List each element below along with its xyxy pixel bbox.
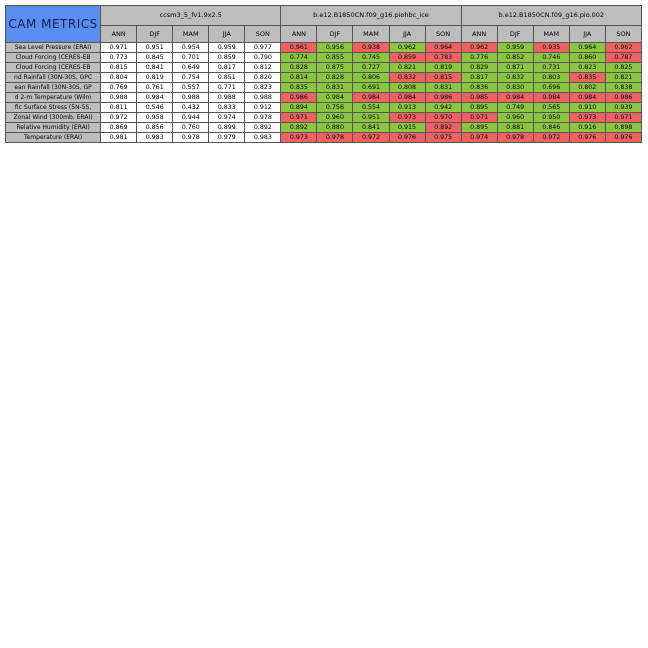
table-row bbox=[6, 53, 642, 63]
season-header: ANN bbox=[101, 26, 137, 43]
season-header: JJA bbox=[209, 26, 245, 43]
row-label: nd Rainfall (30N-30S, GPC bbox=[6, 73, 101, 83]
metric-cell: 0.831 bbox=[317, 83, 353, 93]
row-label: d 2-m Temperature (Wilm bbox=[6, 93, 101, 103]
metric-cell: 0.846 bbox=[533, 123, 569, 133]
metric-cell: 0.856 bbox=[137, 123, 173, 133]
season-header: ANN bbox=[281, 26, 317, 43]
metric-cell: 0.976 bbox=[605, 133, 641, 143]
metric-cell: 0.432 bbox=[173, 103, 209, 113]
metric-cell: 0.828 bbox=[317, 73, 353, 83]
season-header: MAM bbox=[533, 26, 569, 43]
season-header: MAM bbox=[353, 26, 389, 43]
metric-cell: 0.973 bbox=[569, 113, 605, 123]
metric-cell: 0.783 bbox=[425, 53, 461, 63]
metric-cell: 0.935 bbox=[533, 43, 569, 53]
metric-cell: 0.951 bbox=[137, 43, 173, 53]
metric-cell: 0.972 bbox=[533, 133, 569, 143]
metric-cell: 0.975 bbox=[425, 133, 461, 143]
metric-cell: 0.696 bbox=[533, 83, 569, 93]
metric-cell: 0.833 bbox=[209, 103, 245, 113]
metric-cell: 0.815 bbox=[101, 63, 137, 73]
metric-cell: 0.960 bbox=[317, 113, 353, 123]
row-label: Cloud Forcing (CERES-EB bbox=[6, 63, 101, 73]
metric-cell: 0.970 bbox=[425, 113, 461, 123]
metric-cell: 0.899 bbox=[209, 123, 245, 133]
metric-cell: 0.895 bbox=[461, 123, 497, 133]
metric-cell: 0.951 bbox=[353, 113, 389, 123]
metric-cell: 0.988 bbox=[209, 93, 245, 103]
metric-cell: 0.986 bbox=[425, 93, 461, 103]
season-header: SON bbox=[245, 26, 281, 43]
table-row bbox=[6, 63, 642, 73]
table-title: CAM METRICS bbox=[6, 6, 101, 43]
metric-cell: 0.830 bbox=[497, 83, 533, 93]
metric-cell: 0.731 bbox=[533, 63, 569, 73]
metric-cell: 0.981 bbox=[101, 133, 137, 143]
season-header: ANN bbox=[461, 26, 497, 43]
metric-cell: 0.825 bbox=[605, 63, 641, 73]
metric-cell: 0.836 bbox=[461, 83, 497, 93]
metric-cell: 0.845 bbox=[137, 53, 173, 63]
metric-cell: 0.976 bbox=[389, 133, 425, 143]
metric-cell: 0.971 bbox=[281, 113, 317, 123]
case-header: b.e12.B1850CN.f09_g16.piohbc_ice bbox=[281, 6, 461, 26]
metric-cell: 0.962 bbox=[461, 43, 497, 53]
row-label: Temperature (ERAI) bbox=[6, 133, 101, 143]
metric-cell: 0.961 bbox=[281, 43, 317, 53]
metric-cell: 0.821 bbox=[605, 73, 641, 83]
metric-cell: 0.984 bbox=[569, 93, 605, 103]
table-row bbox=[6, 43, 642, 53]
metric-cell: 0.819 bbox=[425, 63, 461, 73]
season-header: JJA bbox=[389, 26, 425, 43]
metric-cell: 0.984 bbox=[389, 93, 425, 103]
row-label: ean Rainfall (30N-30S, GP bbox=[6, 83, 101, 93]
metric-cell: 0.754 bbox=[173, 73, 209, 83]
metric-cell: 0.790 bbox=[245, 53, 281, 63]
metric-cell: 0.823 bbox=[569, 63, 605, 73]
metric-cell: 0.974 bbox=[209, 113, 245, 123]
metric-cell: 0.808 bbox=[389, 83, 425, 93]
metric-cell: 0.985 bbox=[461, 93, 497, 103]
metric-cell: 0.829 bbox=[461, 63, 497, 73]
metric-cell: 0.773 bbox=[101, 53, 137, 63]
metric-cell: 0.745 bbox=[353, 53, 389, 63]
metric-cell: 0.983 bbox=[245, 133, 281, 143]
metric-cell: 0.806 bbox=[353, 73, 389, 83]
metric-cell: 0.958 bbox=[137, 113, 173, 123]
metric-cell: 0.913 bbox=[389, 103, 425, 113]
metric-cell: 0.964 bbox=[425, 43, 461, 53]
metric-cell: 0.954 bbox=[173, 43, 209, 53]
metric-cell: 0.881 bbox=[497, 123, 533, 133]
season-header: DJF bbox=[137, 26, 173, 43]
metric-cell: 0.749 bbox=[497, 103, 533, 113]
metric-cell: 0.871 bbox=[497, 63, 533, 73]
metric-cell: 0.977 bbox=[245, 43, 281, 53]
table-row bbox=[6, 133, 642, 143]
metric-cell: 0.841 bbox=[353, 123, 389, 133]
metric-cell: 0.964 bbox=[569, 43, 605, 53]
row-label: fic Surface Stress (5N-5S, bbox=[6, 103, 101, 113]
metric-cell: 0.851 bbox=[209, 73, 245, 83]
metric-cell: 0.892 bbox=[245, 123, 281, 133]
metric-cell: 0.546 bbox=[137, 103, 173, 113]
table-body bbox=[6, 43, 642, 143]
row-label: Zonal Wind (300mb, ERAI) bbox=[6, 113, 101, 123]
metric-cell: 0.859 bbox=[209, 53, 245, 63]
metric-cell: 0.984 bbox=[353, 93, 389, 103]
metric-cell: 0.565 bbox=[533, 103, 569, 113]
metric-cell: 0.812 bbox=[245, 63, 281, 73]
metric-cell: 0.820 bbox=[245, 73, 281, 83]
metric-cell: 0.973 bbox=[389, 113, 425, 123]
metric-cell: 0.821 bbox=[389, 63, 425, 73]
metric-cell: 0.832 bbox=[389, 73, 425, 83]
metric-cell: 0.869 bbox=[101, 123, 137, 133]
metric-cell: 0.894 bbox=[281, 103, 317, 113]
row-label: Cloud Forcing (CERES-EB bbox=[6, 53, 101, 63]
metric-cell: 0.976 bbox=[569, 133, 605, 143]
metric-cell: 0.554 bbox=[353, 103, 389, 113]
metric-cell: 0.880 bbox=[317, 123, 353, 133]
metric-cell: 0.972 bbox=[353, 133, 389, 143]
metric-cell: 0.727 bbox=[353, 63, 389, 73]
metric-cell: 0.746 bbox=[533, 53, 569, 63]
metric-cell: 0.875 bbox=[317, 63, 353, 73]
metric-cell: 0.774 bbox=[281, 53, 317, 63]
metric-cell: 0.817 bbox=[209, 63, 245, 73]
metric-cell: 0.691 bbox=[353, 83, 389, 93]
metric-cell: 0.988 bbox=[101, 93, 137, 103]
metric-cell: 0.986 bbox=[281, 93, 317, 103]
metric-cell: 0.984 bbox=[317, 93, 353, 103]
metric-cell: 0.983 bbox=[137, 133, 173, 143]
metric-cell: 0.942 bbox=[425, 103, 461, 113]
metric-cell: 0.962 bbox=[389, 43, 425, 53]
metric-cell: 0.892 bbox=[425, 123, 461, 133]
metric-cell: 0.916 bbox=[569, 123, 605, 133]
metric-cell: 0.835 bbox=[281, 83, 317, 93]
metric-cell: 0.971 bbox=[461, 113, 497, 123]
metric-cell: 0.939 bbox=[605, 103, 641, 113]
metric-cell: 0.956 bbox=[317, 43, 353, 53]
metric-cell: 0.557 bbox=[173, 83, 209, 93]
metric-cell: 0.838 bbox=[605, 83, 641, 93]
season-header: DJF bbox=[497, 26, 533, 43]
metric-cell: 0.950 bbox=[533, 113, 569, 123]
metric-cell: 0.972 bbox=[101, 113, 137, 123]
metric-cell: 0.971 bbox=[605, 113, 641, 123]
metric-cell: 0.761 bbox=[137, 83, 173, 93]
metric-cell: 0.787 bbox=[605, 53, 641, 63]
metric-cell: 0.984 bbox=[533, 93, 569, 103]
season-header: DJF bbox=[317, 26, 353, 43]
metric-cell: 0.811 bbox=[101, 103, 137, 113]
metric-cell: 0.823 bbox=[245, 83, 281, 93]
table-row bbox=[6, 73, 642, 83]
metric-cell: 0.828 bbox=[281, 63, 317, 73]
row-label: Relative Humidity (ERAI) bbox=[6, 123, 101, 133]
metric-cell: 0.802 bbox=[569, 83, 605, 93]
metric-cell: 0.859 bbox=[389, 53, 425, 63]
season-header: MAM bbox=[173, 26, 209, 43]
metric-cell: 0.978 bbox=[497, 133, 533, 143]
metric-cell: 0.841 bbox=[137, 63, 173, 73]
metric-cell: 0.817 bbox=[461, 73, 497, 83]
metric-cell: 0.892 bbox=[281, 123, 317, 133]
metric-cell: 0.649 bbox=[173, 63, 209, 73]
metric-cell: 0.769 bbox=[101, 83, 137, 93]
metric-cell: 0.819 bbox=[137, 73, 173, 83]
metric-cell: 0.895 bbox=[461, 103, 497, 113]
metric-cell: 0.756 bbox=[317, 103, 353, 113]
metric-cell: 0.978 bbox=[317, 133, 353, 143]
table-row bbox=[6, 103, 642, 113]
metric-cell: 0.814 bbox=[281, 73, 317, 83]
metric-cell: 0.760 bbox=[173, 123, 209, 133]
metric-cell: 0.971 bbox=[101, 43, 137, 53]
metric-cell: 0.855 bbox=[317, 53, 353, 63]
metric-cell: 0.959 bbox=[209, 43, 245, 53]
metric-cell: 0.831 bbox=[425, 83, 461, 93]
season-header: JJA bbox=[569, 26, 605, 43]
metric-cell: 0.860 bbox=[569, 53, 605, 63]
metric-cell: 0.815 bbox=[425, 73, 461, 83]
metric-cell: 0.986 bbox=[605, 93, 641, 103]
metric-cell: 0.835 bbox=[569, 73, 605, 83]
metric-cell: 0.944 bbox=[173, 113, 209, 123]
metric-cell: 0.988 bbox=[245, 93, 281, 103]
metric-cell: 0.974 bbox=[461, 133, 497, 143]
metric-cell: 0.915 bbox=[389, 123, 425, 133]
table-row bbox=[6, 123, 642, 133]
metric-cell: 0.852 bbox=[497, 53, 533, 63]
season-header: SON bbox=[605, 26, 641, 43]
metric-cell: 0.984 bbox=[137, 93, 173, 103]
metric-cell: 0.960 bbox=[497, 113, 533, 123]
season-header-row bbox=[6, 26, 642, 43]
metric-cell: 0.978 bbox=[173, 133, 209, 143]
metric-cell: 0.803 bbox=[533, 73, 569, 83]
metric-cell: 0.832 bbox=[497, 73, 533, 83]
metrics-table bbox=[5, 5, 642, 143]
case-header: b.e12.B1850CN.f09_g16.pio.002 bbox=[461, 6, 641, 26]
metric-cell: 0.938 bbox=[353, 43, 389, 53]
case-header: ccsm3_5_fv1.9x2.5 bbox=[101, 6, 281, 26]
metric-cell: 0.804 bbox=[101, 73, 137, 83]
metric-cell: 0.910 bbox=[569, 103, 605, 113]
case-header-row bbox=[6, 6, 642, 26]
metric-cell: 0.973 bbox=[281, 133, 317, 143]
metric-cell: 0.898 bbox=[605, 123, 641, 133]
metric-cell: 0.984 bbox=[497, 93, 533, 103]
metric-cell: 0.962 bbox=[605, 43, 641, 53]
metric-cell: 0.979 bbox=[209, 133, 245, 143]
table-row bbox=[6, 113, 642, 123]
metric-cell: 0.959 bbox=[497, 43, 533, 53]
metric-cell: 0.771 bbox=[209, 83, 245, 93]
metric-cell: 0.912 bbox=[245, 103, 281, 113]
table-row bbox=[6, 93, 642, 103]
season-header: SON bbox=[425, 26, 461, 43]
metric-cell: 0.776 bbox=[461, 53, 497, 63]
metric-cell: 0.701 bbox=[173, 53, 209, 63]
table-row bbox=[6, 83, 642, 93]
metric-cell: 0.988 bbox=[173, 93, 209, 103]
row-label: Sea Level Pressure (ERAI) bbox=[6, 43, 101, 53]
metric-cell: 0.978 bbox=[245, 113, 281, 123]
